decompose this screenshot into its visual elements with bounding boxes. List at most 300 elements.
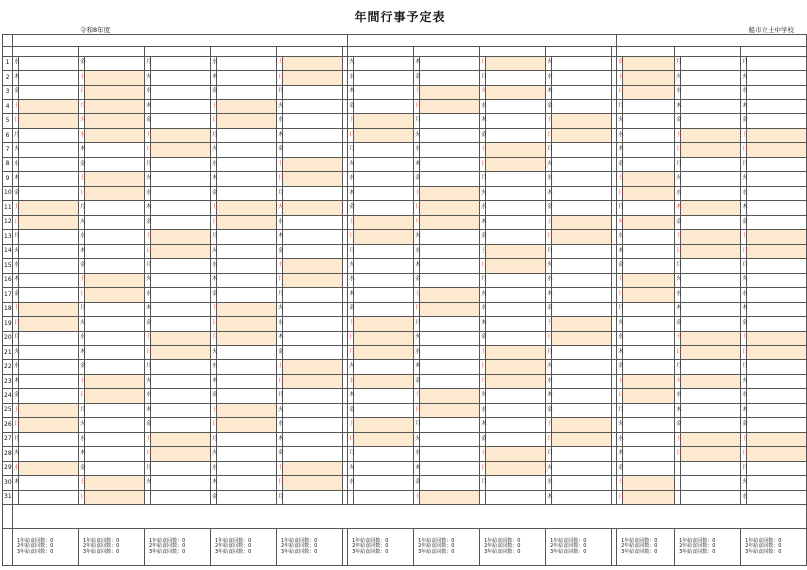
event-cell — [283, 56, 343, 70]
event-cell — [552, 186, 612, 200]
weekday-cell: 水 — [617, 128, 623, 142]
event-cell — [283, 244, 343, 258]
weekday-cell: 水 — [414, 143, 420, 157]
event-cell — [151, 273, 211, 287]
weekday-cell: 月 — [348, 447, 354, 461]
event-cell — [747, 447, 807, 461]
weekday-cell: 水 — [546, 476, 552, 490]
weekday-cell: 月 — [414, 317, 420, 331]
weekday-cell: 日 — [741, 447, 747, 461]
weekday-cell: 水 — [414, 244, 420, 258]
day-number: 13 — [3, 230, 13, 244]
weekday-cell: 金 — [546, 201, 552, 215]
event-cell — [486, 317, 546, 331]
event-cell — [19, 331, 79, 345]
weekday-cell: 水 — [741, 389, 747, 403]
remarks-cell — [13, 505, 807, 529]
weekday-cell: 日 — [211, 418, 217, 432]
event-cell — [151, 476, 211, 490]
event-cell — [19, 374, 79, 388]
event-cell — [552, 114, 612, 128]
event-cell — [354, 389, 414, 403]
weekday-cell: 土 — [617, 172, 623, 186]
event-cell — [283, 317, 343, 331]
lunch-count-line: 1年給食回数：0 — [17, 538, 54, 545]
weekday-cell: 水 — [546, 374, 552, 388]
event-cell — [283, 490, 343, 504]
event-cell — [681, 360, 741, 374]
weekday-cell: 木 — [79, 447, 85, 461]
weekday-cell: 金 — [277, 143, 283, 157]
event-cell — [217, 186, 277, 200]
weekday-cell: 金 — [13, 186, 19, 200]
weekday-cell: 月 — [741, 259, 747, 273]
event-cell — [354, 143, 414, 157]
day-row — [3, 128, 807, 142]
event-cell — [747, 259, 807, 273]
weekday-cell: 月 — [741, 56, 747, 70]
event-cell — [283, 403, 343, 417]
month-header — [211, 46, 277, 56]
day-row — [3, 317, 807, 331]
lunch-count-line: 3年給食回数：0 — [83, 548, 120, 555]
weekday-cell: 土 — [79, 273, 85, 287]
weekday-cell: 火 — [414, 230, 420, 244]
weekday-cell: 木 — [617, 244, 623, 258]
month-header — [145, 46, 211, 56]
weekday-cell: 月 — [13, 230, 19, 244]
month-header — [617, 46, 675, 56]
day-row — [3, 288, 807, 302]
weekday-cell: 日 — [546, 128, 552, 142]
weekday-cell: 土 — [13, 100, 19, 114]
event-cell — [19, 403, 79, 417]
lunch-count-line: 2年給食回数：0 — [745, 543, 782, 550]
weekday-cell: 木 — [145, 201, 151, 215]
event-cell — [623, 143, 675, 157]
weekday-cell: 土 — [741, 230, 747, 244]
lunch-count-line: 3年給食回数：0 — [281, 548, 318, 555]
event-cell — [681, 100, 741, 114]
weekday-cell: 土 — [79, 172, 85, 186]
event-cell — [283, 345, 343, 359]
weekday-cell: 木 — [546, 389, 552, 403]
weekday-cell: 火 — [741, 476, 747, 490]
event-cell — [552, 157, 612, 171]
lunch-count-cell — [145, 528, 211, 565]
event-cell — [623, 389, 675, 403]
day-row — [3, 186, 807, 200]
weekday-cell: 金 — [741, 114, 747, 128]
weekday-cell: 水 — [79, 432, 85, 446]
day-row — [3, 389, 807, 403]
term-header — [13, 35, 348, 47]
event-cell — [420, 71, 480, 85]
weekday-cell: 火 — [675, 71, 681, 85]
event-cell — [747, 360, 807, 374]
remarks-label — [3, 505, 13, 529]
weekday-cell: 火 — [480, 288, 486, 302]
event-cell — [217, 71, 277, 85]
event-cell — [747, 418, 807, 432]
weekday-cell: 水 — [348, 374, 354, 388]
day-number: 12 — [3, 215, 13, 229]
weekday-cell: 月 — [675, 259, 681, 273]
event-cell — [486, 447, 546, 461]
weekday-cell: 月 — [348, 143, 354, 157]
day-row — [3, 71, 807, 85]
event-cell — [217, 259, 277, 273]
event-cell — [85, 114, 145, 128]
event-cell — [151, 85, 211, 99]
event-cell — [681, 157, 741, 171]
weekday-cell: 月 — [348, 345, 354, 359]
event-cell — [151, 114, 211, 128]
event-cell — [283, 100, 343, 114]
weekday-cell: 月 — [675, 360, 681, 374]
event-cell — [747, 331, 807, 345]
day-number: 15 — [3, 259, 13, 273]
event-cell — [623, 331, 675, 345]
event-cell — [623, 172, 675, 186]
weekday-cell: 土 — [145, 331, 151, 345]
event-cell — [19, 201, 79, 215]
weekday-cell: 月 — [277, 288, 283, 302]
weekday-cell: 火 — [414, 331, 420, 345]
event-cell — [552, 490, 612, 504]
weekday-cell: 土 — [414, 288, 420, 302]
weekday-cell: 土 — [13, 403, 19, 417]
weekday-cell: 日 — [480, 56, 486, 70]
weekday-cell: 火 — [414, 432, 420, 446]
weekday-cell: 金 — [277, 447, 283, 461]
event-cell — [747, 476, 807, 490]
weekday-cell: 水 — [348, 71, 354, 85]
weekday-cell: 日 — [480, 259, 486, 273]
weekday-cell: 日 — [79, 288, 85, 302]
weekday-cell: 水 — [79, 230, 85, 244]
event-cell — [747, 273, 807, 287]
event-cell — [354, 345, 414, 359]
event-cell — [151, 230, 211, 244]
event-cell — [85, 432, 145, 446]
weekday-cell: 金 — [145, 418, 151, 432]
event-cell — [747, 143, 807, 157]
lunch-count-line: 1年給食回数：0 — [83, 538, 120, 545]
weekday-cell: 土 — [277, 461, 283, 475]
day-number: 14 — [3, 244, 13, 258]
weekday-cell: 土 — [13, 201, 19, 215]
event-cell — [217, 288, 277, 302]
event-cell — [85, 317, 145, 331]
event-cell — [354, 157, 414, 171]
weekday-cell: 土 — [79, 476, 85, 490]
weekday-cell: 月 — [145, 259, 151, 273]
corner-cell — [3, 46, 13, 56]
event-cell — [486, 157, 546, 171]
event-cell — [747, 389, 807, 403]
weekday-cell: 月 — [145, 157, 151, 171]
weekday-cell: 金 — [348, 201, 354, 215]
weekday-cell: 月 — [277, 389, 283, 403]
month-header — [546, 46, 612, 56]
event-cell — [552, 85, 612, 99]
event-cell — [217, 114, 277, 128]
weekday-cell: 土 — [277, 259, 283, 273]
event-cell — [217, 432, 277, 446]
weekday-cell: 水 — [480, 100, 486, 114]
event-cell — [354, 302, 414, 316]
weekday-cell: 金 — [414, 374, 420, 388]
event-cell — [552, 476, 612, 490]
weekday-cell: 金 — [741, 317, 747, 331]
weekday-cell: 火 — [145, 374, 151, 388]
event-cell — [747, 432, 807, 446]
event-cell — [747, 288, 807, 302]
event-cell — [420, 244, 480, 258]
event-cell — [623, 230, 675, 244]
day-row — [3, 172, 807, 186]
weekday-cell: 火 — [211, 244, 217, 258]
weekday-cell: 火 — [211, 345, 217, 359]
event-cell — [217, 360, 277, 374]
event-cell — [681, 128, 741, 142]
event-cell — [85, 128, 145, 142]
weekday-cell: 火 — [211, 447, 217, 461]
weekday-cell: 火 — [348, 360, 354, 374]
event-cell — [354, 172, 414, 186]
weekday-cell: 日 — [675, 244, 681, 258]
event-cell — [19, 360, 79, 374]
event-cell — [420, 374, 480, 388]
weekday-cell: 木 — [277, 128, 283, 142]
event-cell — [552, 360, 612, 374]
lunch-count-line: 3年給食回数：0 — [679, 548, 716, 555]
weekday-cell: 火 — [79, 215, 85, 229]
weekday-cell: 火 — [414, 128, 420, 142]
event-cell — [19, 186, 79, 200]
event-cell — [552, 418, 612, 432]
month-header — [277, 46, 343, 56]
event-cell — [19, 230, 79, 244]
weekday-cell: 土 — [741, 432, 747, 446]
month-header — [414, 46, 480, 56]
weekday-cell: 木 — [741, 100, 747, 114]
weekday-cell: 月 — [211, 331, 217, 345]
event-cell — [552, 432, 612, 446]
event-cell — [151, 56, 211, 70]
event-cell — [19, 215, 79, 229]
event-cell — [420, 157, 480, 171]
day-row — [3, 230, 807, 244]
event-cell — [217, 172, 277, 186]
weekday-cell: 月 — [79, 403, 85, 417]
lunch-count-line: 3年給食回数：0 — [149, 548, 186, 555]
weekday-cell: 木 — [211, 71, 217, 85]
weekday-cell: 火 — [348, 157, 354, 171]
event-cell — [354, 114, 414, 128]
weekday-cell: 水 — [546, 172, 552, 186]
event-cell — [354, 476, 414, 490]
event-cell — [420, 302, 480, 316]
weekday-cell: 水 — [13, 461, 19, 475]
weekday-cell: 木 — [13, 374, 19, 388]
event-cell — [681, 317, 741, 331]
day-row — [3, 215, 807, 229]
event-cell — [19, 461, 79, 475]
event-cell — [623, 374, 675, 388]
event-cell — [623, 100, 675, 114]
event-cell — [552, 273, 612, 287]
event-cell — [354, 447, 414, 461]
weekday-cell: 水 — [675, 389, 681, 403]
weekday-cell: 日 — [414, 403, 420, 417]
month-header — [13, 46, 79, 56]
day-row — [3, 331, 807, 345]
weekday-cell: 水 — [211, 56, 217, 70]
event-cell — [486, 374, 546, 388]
lunch-count-cell — [617, 528, 675, 565]
weekday-cell: 水 — [145, 186, 151, 200]
weekday-cell: 日 — [348, 128, 354, 142]
weekday-cell: 日 — [277, 71, 283, 85]
weekday-cell: 月 — [211, 432, 217, 446]
weekday-cell: 木 — [79, 143, 85, 157]
term-header — [617, 35, 807, 47]
event-cell — [623, 273, 675, 287]
weekday-cell: 月 — [79, 302, 85, 316]
event-cell — [354, 273, 414, 287]
event-cell — [217, 230, 277, 244]
day-row — [3, 273, 807, 287]
weekday-cell: 日 — [480, 461, 486, 475]
event-cell — [85, 288, 145, 302]
event-cell — [151, 288, 211, 302]
weekday-cell: 金 — [79, 259, 85, 273]
weekday-cell: 木 — [348, 288, 354, 302]
day-row — [3, 345, 807, 359]
event-cell — [552, 201, 612, 215]
weekday-cell: 月 — [13, 432, 19, 446]
weekday-cell: 金 — [13, 85, 19, 99]
weekday-cell: 月 — [741, 157, 747, 171]
event-cell — [552, 128, 612, 142]
weekday-cell: 火 — [480, 85, 486, 99]
weekday-cell: 日 — [145, 244, 151, 258]
weekday-cell: 木 — [480, 317, 486, 331]
weekday-cell: 土 — [145, 230, 151, 244]
lunch-count-line: 1年給食回数：0 — [679, 538, 716, 545]
weekday-cell: 水 — [79, 331, 85, 345]
weekday-cell: 月 — [480, 273, 486, 287]
month-header — [79, 46, 145, 56]
event-cell — [283, 157, 343, 171]
event-cell — [283, 302, 343, 316]
weekday-cell: 金 — [480, 128, 486, 142]
weekday-cell: 金 — [480, 230, 486, 244]
event-cell — [354, 244, 414, 258]
weekday-cell: 火 — [546, 360, 552, 374]
event-cell — [283, 288, 343, 302]
event-cell — [486, 100, 546, 114]
weekday-cell: 日 — [675, 143, 681, 157]
event-cell — [151, 432, 211, 446]
lunch-count-line: 1年給食回数：0 — [281, 538, 318, 545]
event-cell — [354, 85, 414, 99]
weekday-cell: 木 — [414, 360, 420, 374]
event-cell — [486, 215, 546, 229]
weekday-cell: 月 — [617, 201, 623, 215]
weekday-cell: 水 — [211, 360, 217, 374]
day-number: 16 — [3, 273, 13, 287]
weekday-cell: 火 — [277, 302, 283, 316]
event-cell — [747, 244, 807, 258]
weekday-cell: 火 — [617, 418, 623, 432]
event-cell — [681, 302, 741, 316]
day-row — [3, 201, 807, 215]
weekday-cell: 日 — [480, 157, 486, 171]
weekday-cell: 水 — [277, 114, 283, 128]
lunch-count-line: 2年給食回数：0 — [83, 543, 120, 550]
event-cell — [623, 114, 675, 128]
event-cell — [747, 490, 807, 504]
weekday-cell: 木 — [79, 345, 85, 359]
weekday-cell: 火 — [277, 403, 283, 417]
event-cell — [681, 461, 741, 475]
weekday-cell: 日 — [546, 432, 552, 446]
weekday-cell: 日 — [546, 230, 552, 244]
weekday-cell: 火 — [277, 201, 283, 215]
event-cell — [420, 476, 480, 490]
weekday-cell: 日 — [617, 389, 623, 403]
weekday-cell: 火 — [348, 56, 354, 70]
event-cell — [19, 100, 79, 114]
event-cell — [623, 85, 675, 99]
weekday-cell: 火 — [675, 172, 681, 186]
weekday-cell: 土 — [13, 302, 19, 316]
weekday-cell: 木 — [414, 461, 420, 475]
weekday-cell: 日 — [277, 172, 283, 186]
event-cell — [552, 230, 612, 244]
event-cell — [151, 186, 211, 200]
weekday-cell: 月 — [414, 418, 420, 432]
weekday-cell: 水 — [211, 157, 217, 171]
weekday-cell: 月 — [79, 100, 85, 114]
weekday-cell: 金 — [480, 432, 486, 446]
event-cell — [420, 360, 480, 374]
weekday-cell: 日 — [13, 114, 19, 128]
event-cell — [486, 273, 546, 287]
day-row — [3, 157, 807, 171]
lunch-count-cell — [211, 528, 277, 565]
weekday-cell: 日 — [13, 317, 19, 331]
weekday-cell: 日 — [277, 476, 283, 490]
weekday-cell: 土 — [414, 85, 420, 99]
event-cell — [552, 259, 612, 273]
weekday-cell: 火 — [546, 461, 552, 475]
event-cell — [747, 85, 807, 99]
weekday-cell: 月 — [277, 490, 283, 504]
weekday-cell: 金 — [741, 215, 747, 229]
day-number: 25 — [3, 403, 13, 417]
event-cell — [354, 418, 414, 432]
weekday-cell: 金 — [13, 389, 19, 403]
lunch-count-line: 3年給食回数：0 — [352, 548, 389, 555]
weekday-cell: 月 — [211, 230, 217, 244]
event-cell — [681, 288, 741, 302]
weekday-cell: 木 — [145, 302, 151, 316]
weekday-cell: 木 — [741, 403, 747, 417]
